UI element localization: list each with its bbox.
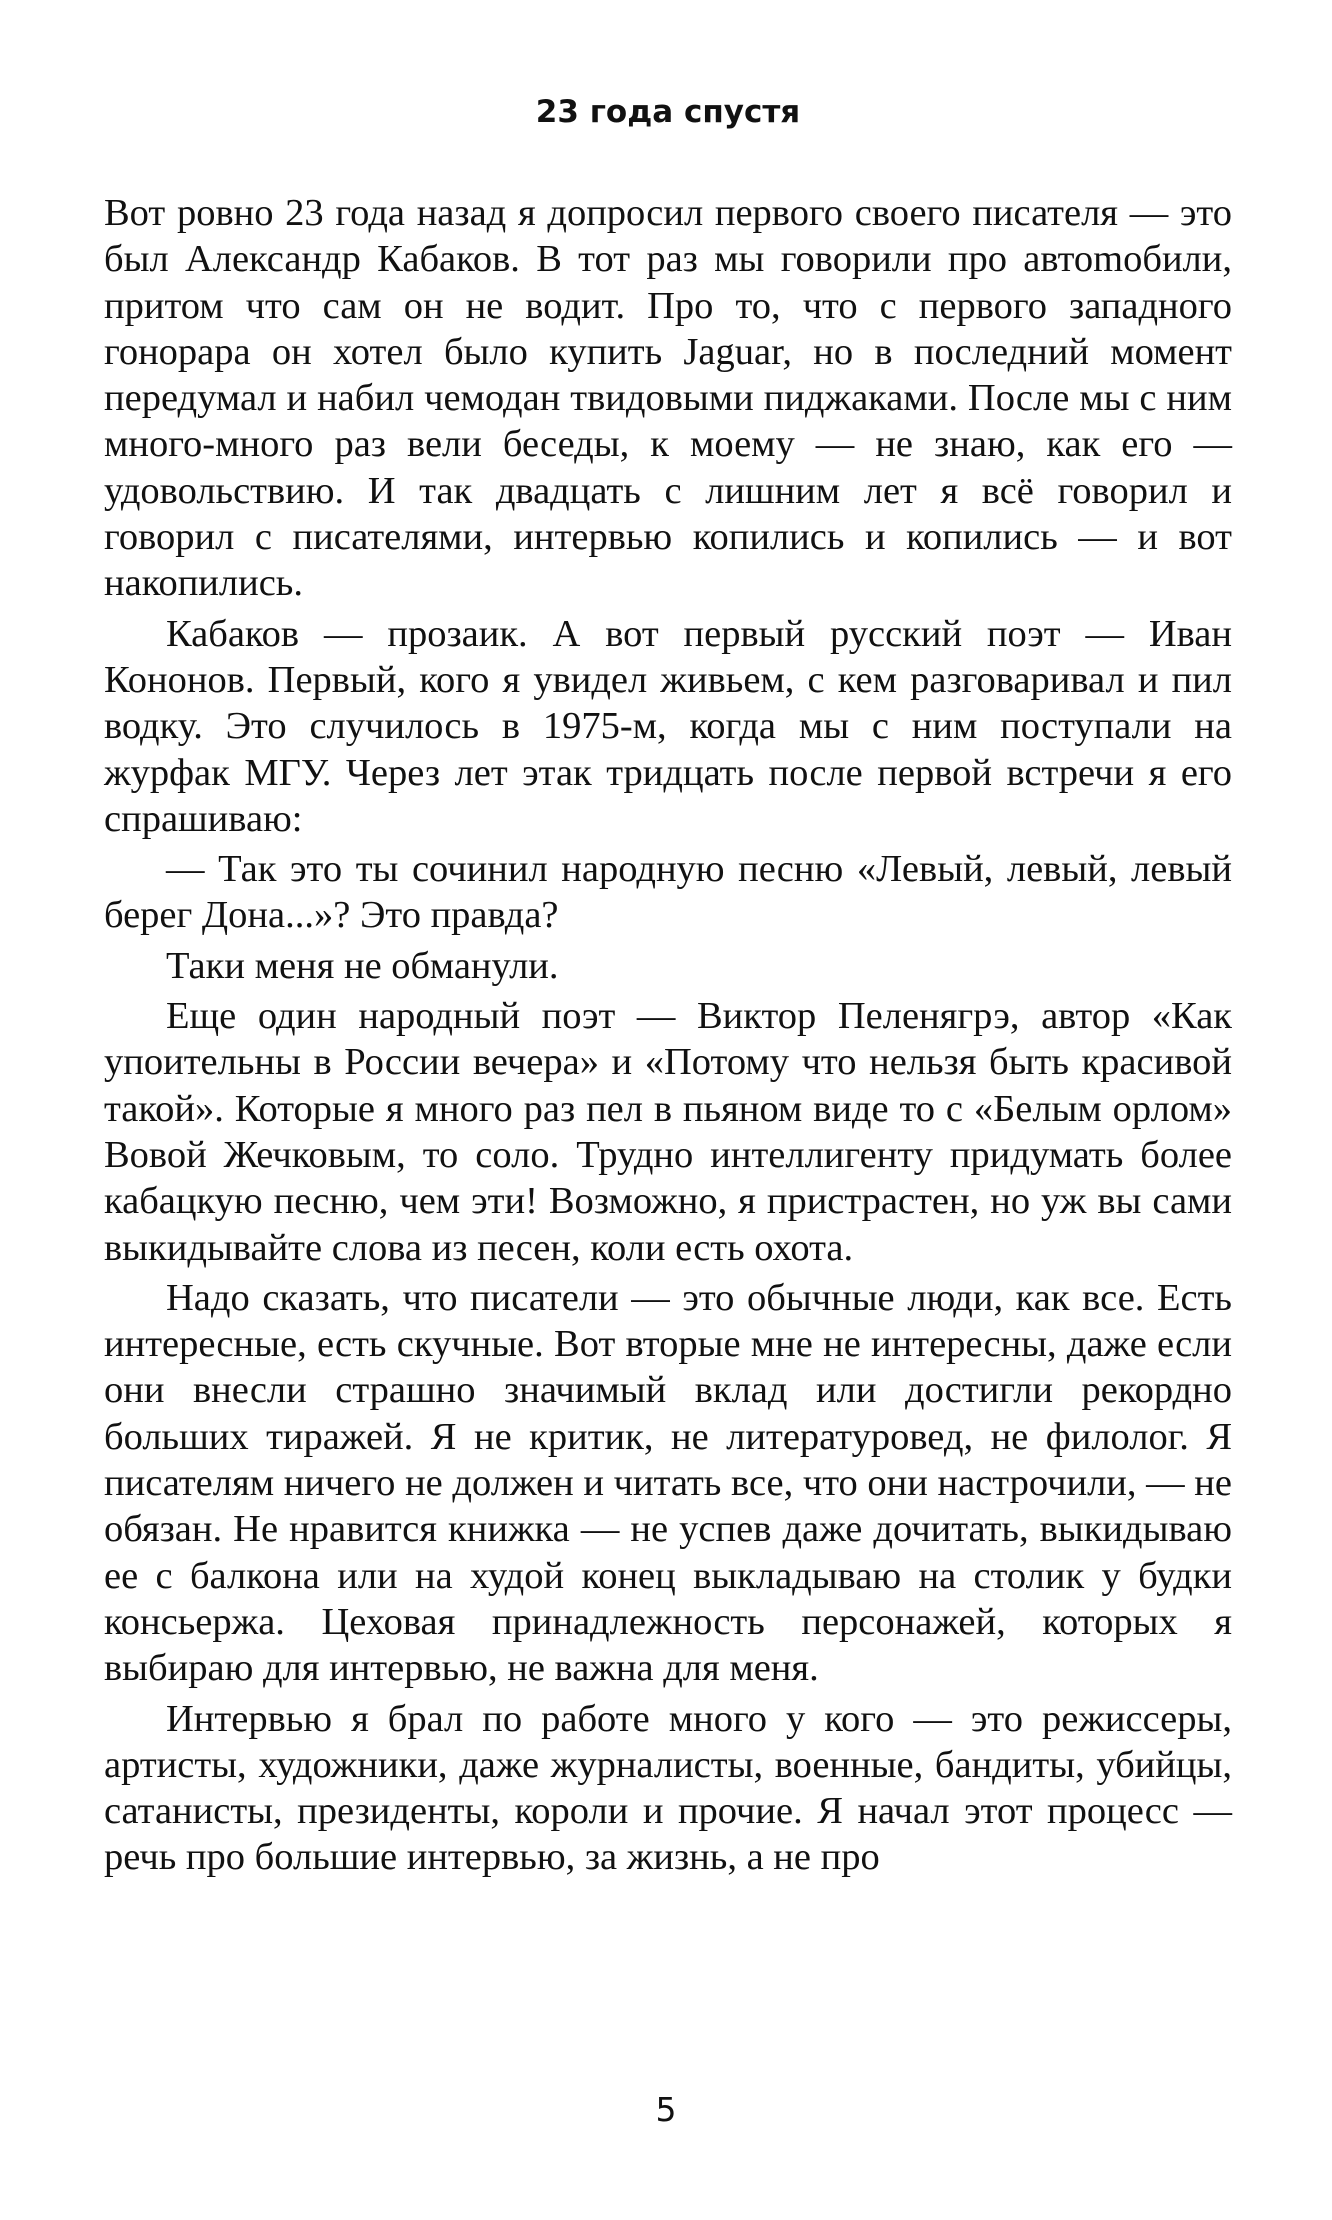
paragraph-4: Таки меня не обманули.	[166, 944, 559, 987]
paragraph-5: Еще один народный поэт — Виктор Пеленягрэ, автор «Как упоительны в России вечера» и «Потому что нельзя быть красивой такой». Которые я много раз пел в пьяном виде то с «Белым орлом» Вовой Жечковым, то соло. Трудно интеллигенту придумать более кабацкую песню, чем эти! Возможно, я пристрастен, но уж вы сами выкидывайте слова из песен, коли есть охота.	[104, 995, 1232, 1269]
paragraph-2: Кабаков — прозаик. А вот первый русский поэт — Иван Кононов. Первый, кого я увидел живьем, с кем разговаривал и пил водку. Это случилось в 1975-м, когда мы с ним поступали на журфак МГУ. Через лет этак тридцать после первой встречи я его спрашиваю:	[104, 612, 1232, 840]
body-text	[104, 190, 1232, 1881]
page-content	[104, 92, 1232, 1885]
chapter-title: 23 года спустя	[535, 94, 801, 130]
paragraph-3: — Так это ты сочинил народную песню «Левый, левый, левый берег Дона...»? Это правда?	[104, 848, 1232, 937]
paragraph-7: Интервью я брал по работе много у кого — это режиссеры, артисты, художники, даже журналисты, военные, бандиты, убийцы, сатанисты, президенты, короли и прочие. Я начал этот процесс — речь про большие интервью, за жизнь, а не про	[104, 1697, 1232, 1879]
paragraph-6: Надо сказать, что писатели — это обычные люди, как все. Есть интересные, есть скучные. Вот вторые мне не интересны, даже если они внесли страшно значимый вклад или достигли рекордно больших тиражей. Я не критик, не литературовед, не филолог. Я писателям ничего не должен и читать все, что они настрочили, — не обязан. Не нравится книжка — не успев даже дочитать, выкидываю ее с балкона или на худой конец выкладываю на столик у будки консьержа. Цеховая принадлежность персонажей, которых я выбираю для интервью, не важна для меня.	[104, 1276, 1232, 1690]
paragraph-1: Вот ровно 23 года назад я допросил первого своего писателя — это был Александр Кабаков. В тот раз мы говорили про автоmобили, притом что сам он не водит. Про то, что с первого западного гонорара он хотел было купить Jaguar, но в последний момент передумал и набил чемодан твидовыми пиджаками. После мы с ним много-много раз вели беседы, к моему — не знаю, как его — удовольствию. И так двадцать с лишним лет я всё говорил и говорил с писателями, интервью копились и копились — и вот накопились.	[104, 192, 1232, 605]
page-number: 5	[655, 2090, 677, 2129]
